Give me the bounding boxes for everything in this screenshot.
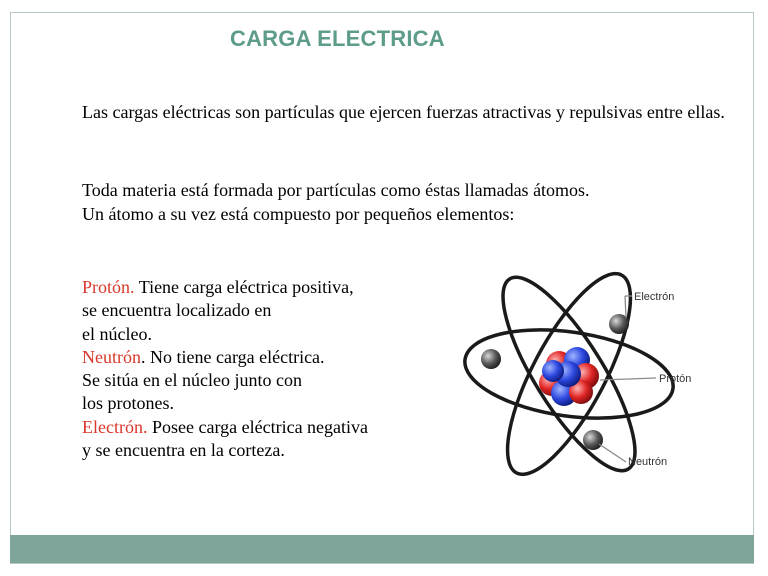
- nucleus: [539, 347, 599, 406]
- list-item-electron: [82, 416, 462, 463]
- intro-paragraph: Las cargas eléctricas son partículas que ejercen fuerzas atractivas y repulsivas entre ellas.: [82, 102, 725, 122]
- particle-list: [82, 276, 462, 462]
- list-item-proton: [82, 276, 462, 346]
- list-item-neutron: [82, 346, 462, 416]
- term-proton: Protón.: [82, 277, 135, 297]
- proton-desc-line-3: el núcleo.: [82, 323, 152, 344]
- neutron-desc-line-2: Se sitúa en el núcleo junto con: [82, 370, 302, 391]
- neutron-desc-line-1: . No tiene carga eléctrica.: [140, 346, 325, 367]
- electron-desc-line-1: Posee carga eléctrica negativa: [151, 416, 369, 437]
- label-proton: Protón: [659, 373, 692, 385]
- slide-title: CARGA ELECTRICA: [230, 26, 445, 51]
- proton-desc-line-1: Tiene carga eléctrica positiva,: [138, 277, 354, 297]
- atom-diagram: [456, 262, 706, 492]
- electron-desc-line-2: y se encuentra en la corteza.: [82, 440, 285, 461]
- atoms-paragraph: [82, 178, 732, 226]
- term-electron: Electrón.: [82, 416, 148, 437]
- neutron-desc-line-3: los protones.: [82, 393, 174, 414]
- label-neutron: Neutrón: [628, 456, 668, 468]
- label-electron: Electrón: [634, 291, 675, 303]
- electron-particle-bottom: [583, 430, 603, 450]
- proton-desc-line-2: se encuentra localizado en: [82, 300, 272, 321]
- footer-bar: [10, 535, 754, 563]
- elements-sentence: Un átomo a su vez está compuesto por pequeños elementos:: [82, 204, 515, 224]
- term-neutron: Neutrón: [82, 346, 141, 367]
- atoms-sentence: Toda materia está formada por partículas como éstas llamadas átomos.: [82, 180, 590, 200]
- electron-particle-left: [481, 349, 501, 369]
